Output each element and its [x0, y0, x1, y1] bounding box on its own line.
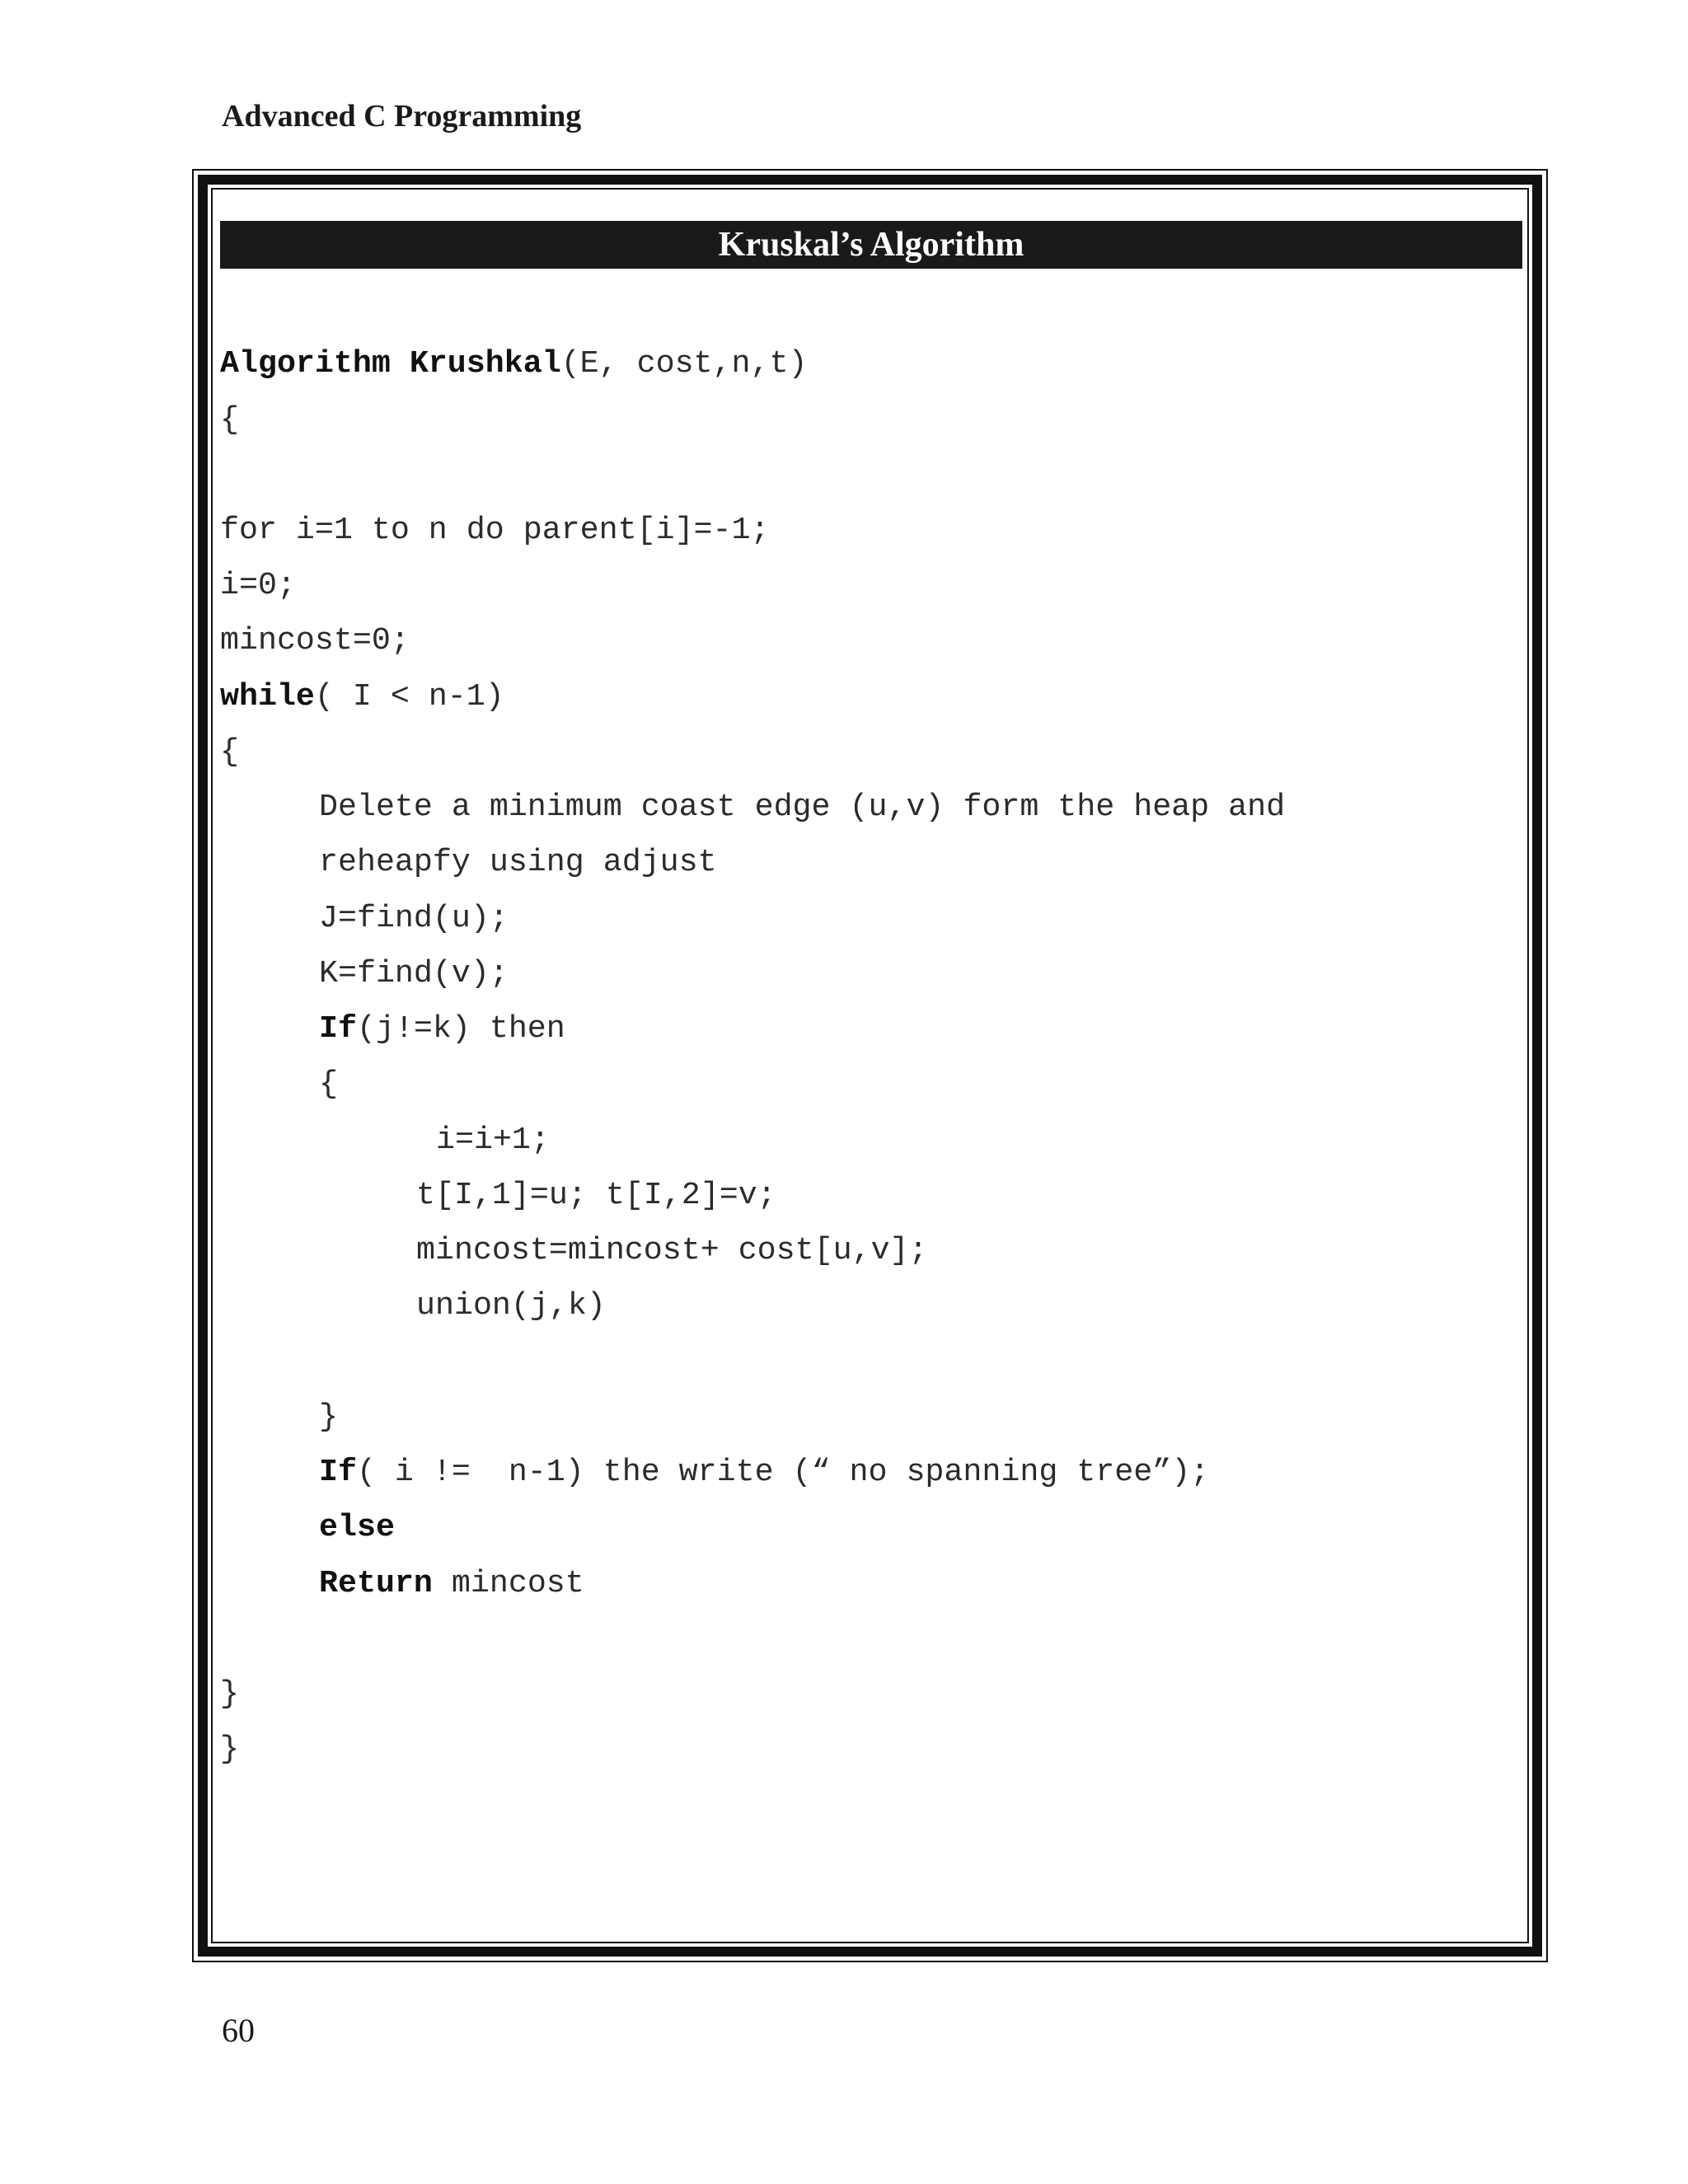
- code-line-reheapify: reheapfy using adjust: [319, 844, 717, 880]
- code-line-init-mincost: mincost=0;: [220, 622, 410, 658]
- code-line-else: [319, 1508, 395, 1546]
- code-text: mincost: [432, 1565, 584, 1601]
- code-line-while-close-brace: }: [220, 1675, 239, 1712]
- code-keyword: Return: [319, 1565, 433, 1601]
- code-line-while: [220, 677, 504, 715]
- code-line-if-no-spanning-tree: [319, 1453, 1209, 1491]
- code-line-add-cost: mincost=mincost+ cost[u,v];: [416, 1232, 928, 1268]
- code-line-for-loop: for i=1 to n do parent[i]=-1;: [220, 512, 770, 548]
- code-line-assign-t: t[I,1]=u; t[I,2]=v;: [416, 1177, 776, 1213]
- code-keyword: Algorithm Krushkal: [220, 345, 561, 382]
- code-line-find-u: J=find(u);: [319, 900, 509, 936]
- code-keyword: If: [319, 1010, 357, 1047]
- code-line-if-jk: [319, 1010, 565, 1047]
- code-text: (j!=k) then: [356, 1010, 565, 1047]
- algorithm-code-block: [220, 0, 1514, 2184]
- code-line-delete-edge: Delete a minimum coast edge (u,v) form the heap and: [319, 789, 1286, 825]
- box-title: Kruskal’s Algorithm: [220, 221, 1522, 269]
- code-line-close-brace: }: [220, 1731, 239, 1767]
- code-text: ( i != n-1) the write (“ no spanning tree”);: [356, 1454, 1210, 1490]
- code-line-union: union(j,k): [416, 1287, 606, 1324]
- code-line-if-close-brace: }: [319, 1399, 338, 1435]
- running-header: Advanced C Programming: [222, 99, 582, 134]
- code-text: ( I < n-1): [314, 678, 504, 715]
- page-number: 60: [222, 2012, 255, 2049]
- code-text: (E, cost,n,t): [560, 345, 808, 382]
- code-line-signature: [220, 344, 807, 382]
- code-keyword: else: [319, 1509, 395, 1545]
- code-keyword: If: [319, 1454, 357, 1490]
- code-line-increment-i: i=i+1;: [436, 1122, 550, 1158]
- code-line-init-i: i=0;: [220, 567, 296, 603]
- code-line-while-open-brace: {: [220, 733, 239, 770]
- code-line-if-open-brace: {: [319, 1066, 338, 1102]
- code-line-return: [319, 1564, 584, 1602]
- code-line-find-v: K=find(v);: [319, 955, 509, 991]
- code-line-open-brace: {: [220, 401, 239, 438]
- code-keyword: while: [220, 678, 315, 715]
